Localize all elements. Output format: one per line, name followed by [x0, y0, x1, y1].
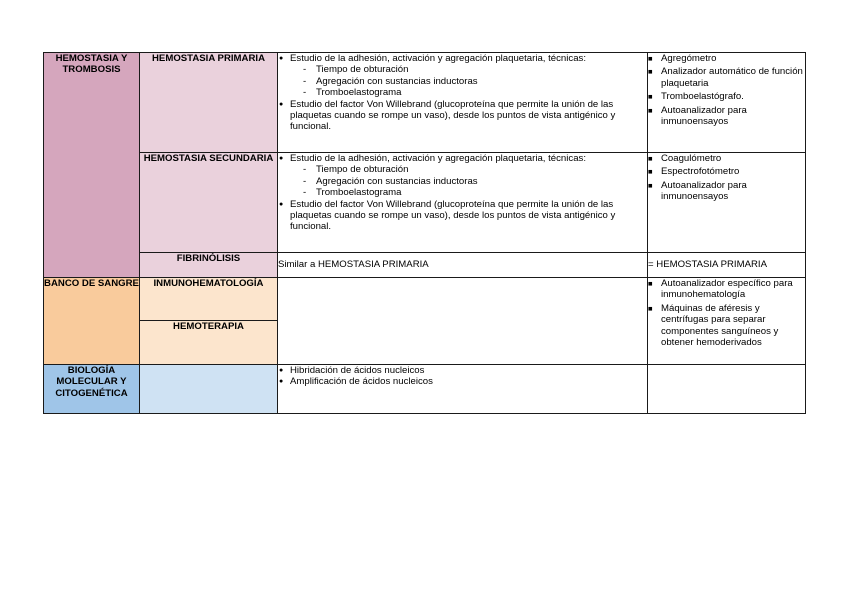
subarea-hemostasia-secundaria: HEMOSTASIA SECUNDARIA	[140, 153, 278, 253]
technique-item	[278, 153, 647, 199]
technique-fibrinolisis: Similar a HEMOSTASIA PRIMARIA	[278, 253, 648, 278]
equipment-item: ■ Autoanalizador para inmunoensayos	[648, 105, 805, 128]
technique-subitem: - Tromboelastograma	[290, 87, 647, 98]
subarea-hemoterapia: HEMOTERAPIA	[140, 321, 278, 365]
equipment-banco-de-sangre	[648, 278, 806, 365]
technique-item: ● Estudio del factor Von Willebrand (glucoproteína que permite la unión de las plaquetas cuando se rompe un vaso), desde los puntos de vista antigénico y funcional.	[278, 99, 647, 133]
techniques-hemostasia-secundaria	[278, 153, 648, 253]
technique-subitem: - Agregación con sustancias inductoras	[290, 76, 647, 87]
equipment-item: ■ Coagulómetro	[648, 153, 805, 164]
equipment-item: ■ Máquinas de aféresis y centrífugas para separar componentes sanguíneos y obtener hemoderivados	[648, 303, 805, 349]
technique-subitem: - Tiempo de obturación	[290, 64, 647, 75]
subarea-hemostasia-primaria: HEMOSTASIA PRIMARIA	[140, 53, 278, 153]
technique-intro: Estudio de la adhesión, activación y agregación plaquetaria, técnicas:	[290, 53, 586, 64]
equipment-hemostasia-primaria	[648, 53, 806, 153]
techniques-biologia-molecular	[278, 365, 648, 414]
row-inmunohematologia	[44, 278, 806, 321]
subarea-fibrinolisis: FIBRINÓLISIS	[140, 253, 278, 278]
equipment-fibrinolisis: = HEMOSTASIA PRIMARIA	[648, 253, 806, 278]
technique-item: ● Hibridación de ácidos nucleicos	[278, 365, 647, 376]
equipment-item: ■ Autoanalizador para inmunoensayos	[648, 180, 805, 203]
techniques-hemostasia-primaria	[278, 53, 648, 153]
equipment-item: ■ Tromboelastógrafo.	[648, 91, 805, 102]
area-banco-de-sangre: BANCO DE SANGRE	[44, 278, 140, 365]
equipment-item: ■ Agregómetro	[648, 53, 805, 64]
lab-areas-table	[43, 52, 806, 414]
area-biologia-molecular: BIOLOGÍA MOLECULAR Y CITOGENÉTICA	[44, 365, 140, 414]
row-biologia-molecular	[44, 365, 806, 414]
technique-item	[278, 53, 647, 99]
technique-subitem: - Tiempo de obturación	[290, 164, 647, 175]
equipment-item: ■ Analizador automático de función plaquetaria	[648, 66, 805, 89]
equipment-item: ■ Autoanalizador específico para inmunohematología	[648, 278, 805, 301]
equipment-biologia-molecular	[648, 365, 806, 414]
technique-item: ● Estudio del factor Von Willebrand (glucoproteína que permite la unión de las plaquetas cuando se rompe un vaso), desde los puntos de vista antigénico y funcional.	[278, 199, 647, 233]
equipment-hemostasia-secundaria	[648, 153, 806, 253]
technique-intro: Estudio de la adhesión, activación y agregación plaquetaria, técnicas:	[290, 153, 586, 164]
technique-subitem: - Tromboelastograma	[290, 187, 647, 198]
subarea-inmunohematologia: INMUNOHEMATOLOGÍA	[140, 278, 278, 321]
area-hemostasia-trombosis: HEMOSTASIA Y TROMBOSIS	[44, 53, 140, 278]
technique-item: ● Amplificación de ácidos nucleicos	[278, 376, 647, 387]
subarea-biologia-molecular	[140, 365, 278, 414]
technique-subitem: - Agregación con sustancias inductoras	[290, 176, 647, 187]
row-hemostasia-secundaria	[44, 153, 806, 253]
techniques-banco-de-sangre	[278, 278, 648, 365]
row-fibrinolisis	[44, 253, 806, 278]
equipment-item: ■ Espectrofotómetro	[648, 166, 805, 177]
row-hemostasia-primaria	[44, 53, 806, 153]
